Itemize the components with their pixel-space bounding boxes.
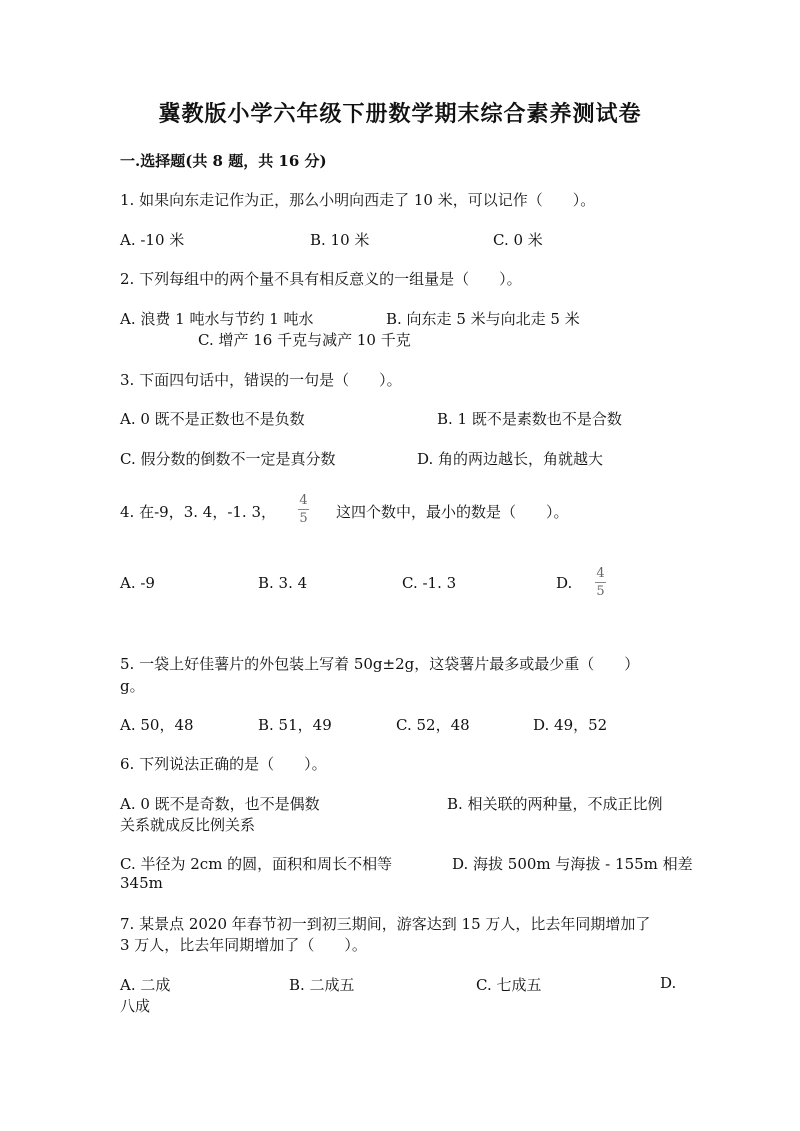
option-d-fraction (595, 567, 606, 598)
question-6-option-a[interactable]: A. 0 既不是奇数，也不是偶数 (120, 795, 320, 813)
question-4-option-b[interactable]: B. 3. 4 (258, 574, 308, 592)
question-1-option-b[interactable]: B. 10 米 (310, 231, 370, 249)
fraction-bar (595, 582, 606, 583)
question-5-option-d[interactable]: D. 49，52 (533, 716, 608, 734)
question-4-stem-end: 这四个数中，最小的数是（ ）。 (336, 503, 569, 521)
page-title: 冀教版小学六年级下册数学期末综合素养测试卷 (158, 101, 642, 127)
question-5-option-c[interactable]: C. 52，48 (396, 716, 470, 734)
question-6-stem: 6. 下列说法正确的是（ ）。 (120, 755, 327, 773)
question-1-stem: 1. 如果向东走记作为正，那么小明向西走了 10 米，可以记作（ ）。 (120, 191, 596, 209)
fraction-bar (298, 509, 309, 510)
fraction-numerator: 4 (299, 493, 308, 508)
question-4-stem-start: 4. 在-9，3. 4，-1. 3， (120, 503, 277, 521)
question-1-option-a[interactable]: A. -10 米 (120, 231, 185, 249)
question-7-option-a[interactable]: A. 二成 (120, 976, 171, 994)
fraction-denominator: 5 (299, 511, 308, 526)
question-5-option-b[interactable]: B. 51，49 (258, 716, 332, 734)
fraction-four-fifths (298, 494, 309, 525)
question-7-option-d-cont[interactable]: 八成 (120, 997, 151, 1015)
fraction-denominator: 5 (596, 584, 605, 599)
question-3-option-a[interactable]: A. 0 既不是正数也不是负数 (120, 410, 305, 428)
question-5-option-a[interactable]: A. 50，48 (120, 716, 194, 734)
question-3-option-b[interactable]: B. 1 既不是素数也不是合数 (437, 410, 622, 428)
question-1-option-c[interactable]: C. 0 米 (493, 231, 543, 249)
question-7-stem-line1: 7. 某景点 2020 年春节初一到初三期间，游客达到 15 万人，比去年同期增加了 (120, 915, 651, 933)
question-7-option-d[interactable]: D. (660, 974, 677, 992)
question-6-option-d[interactable]: D. 海拔 500m 与海拔 - 155m 相差 (452, 855, 693, 873)
fraction-numerator: 4 (596, 566, 605, 581)
question-5-stem-line2: g。 (120, 677, 145, 695)
question-7-option-c[interactable]: C. 七成五 (476, 976, 542, 994)
question-6-option-b-cont[interactable]: 关系就成反比例关系 (120, 816, 256, 834)
question-7-option-b[interactable]: B. 二成五 (289, 976, 355, 994)
question-4-option-d[interactable]: D. (556, 574, 573, 592)
question-2-option-a[interactable]: A. 浪费 1 吨水与节约 1 吨水 (120, 310, 314, 328)
question-6-option-d-cont[interactable]: 345m (120, 874, 163, 892)
question-2-stem: 2. 下列每组中的两个量不具有相反意义的一组量是（ ）。 (120, 270, 522, 288)
question-7-stem-line2: 3 万人，比去年同期增加了（ ）。 (120, 936, 367, 954)
section-heading-choice: 一.选择题(共 8 题，共 16 分) (120, 152, 327, 170)
question-2-option-c[interactable]: C. 增产 16 千克与减产 10 千克 (198, 331, 411, 349)
question-2-option-b[interactable]: B. 向东走 5 米与向北走 5 米 (386, 310, 580, 328)
question-6-option-c[interactable]: C. 半径为 2cm 的圆，面积和周长不相等 (120, 855, 393, 873)
question-6-option-b[interactable]: B. 相关联的两种量，不成正比例 (447, 795, 663, 813)
question-3-option-d[interactable]: D. 角的两边越长，角就越大 (417, 450, 604, 468)
question-3-stem: 3. 下面四句话中，错误的一句是（ ）。 (120, 371, 402, 389)
question-4-option-c[interactable]: C. -1. 3 (402, 574, 457, 592)
question-5-stem-line1: 5. 一袋上好佳薯片的外包装上写着 50g±2g，这袋薯片最多或最少重（ ） (120, 655, 640, 673)
question-3-option-c[interactable]: C. 假分数的倒数不一定是真分数 (120, 450, 336, 468)
question-4-option-a[interactable]: A. -9 (120, 574, 155, 592)
